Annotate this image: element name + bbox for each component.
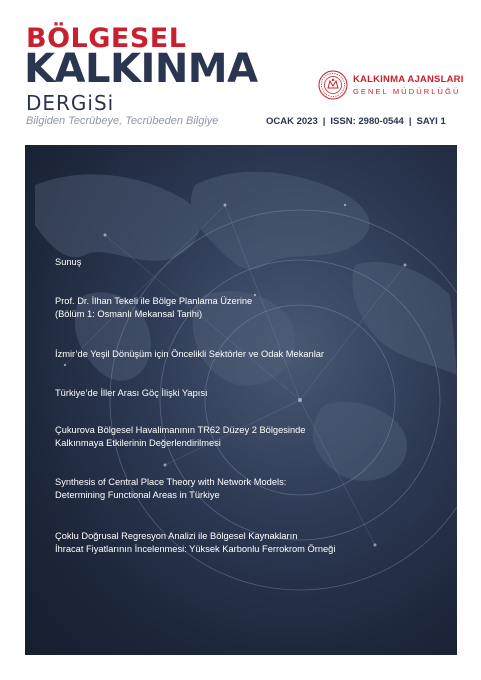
issue-number: SAYI 1 [416,116,446,127]
toc-item[interactable]: Prof. Dr. İlhan Tekeli ile Bölge Planlama Üzerine (Bölüm 1: Osmanlı Mekansal Tarihi) [55,296,253,319]
toc-item[interactable]: Synthesis of Central Place Theory with Network Models: Determining Functional Areas in Türkiye [55,477,287,500]
toc-item[interactable]: İzmir’de Yeşil Dönüşüm için Öncelikli Sektörler ve Odak Mekanlar [55,349,325,359]
publisher-subname: GENEL MÜDÜRLÜĞÜ [353,87,461,96]
journal-title-line3: DERGiSi [26,91,115,115]
world-map-background [25,145,457,655]
issue-separator: | [322,116,326,127]
toc-item[interactable]: Çukurova Bölgesel Havalimanının TR62 Düzey 2 Bölgesinde Kalkınmaya Etkilerinin Değerlendirilmesi [55,425,306,448]
toc-item[interactable]: Sunuş [55,257,82,267]
issue-issn: ISSN: 2980-0544 [330,116,404,127]
journal-title-line1: BÖLGESEL [26,23,187,54]
publisher-name: KALKINMA AJANSLARI [353,74,464,85]
issue-info [266,117,446,127]
journal-tagline: Bilgiden Tecrübeye, Tecrübeden Bilgiye [26,115,219,127]
cover-image-panel [25,145,457,655]
toc-item[interactable]: Türkiye’de İller Arası Göç İlişki Yapısı [55,388,208,398]
kalkinma-ajanslari-seal-icon [318,70,348,100]
journal-title-line2: KALKINMA [24,46,258,92]
toc-item[interactable]: Çoklu Doğrusal Regresyon Analizi ile Bölgesel Kaynakların İhracat Fiyatlarının İncelenmesi: Yüksek Karbonlu Ferrokrom Örneği [55,531,336,554]
issue-date: OCAK 2023 [266,116,318,127]
issue-separator: | [408,116,412,127]
